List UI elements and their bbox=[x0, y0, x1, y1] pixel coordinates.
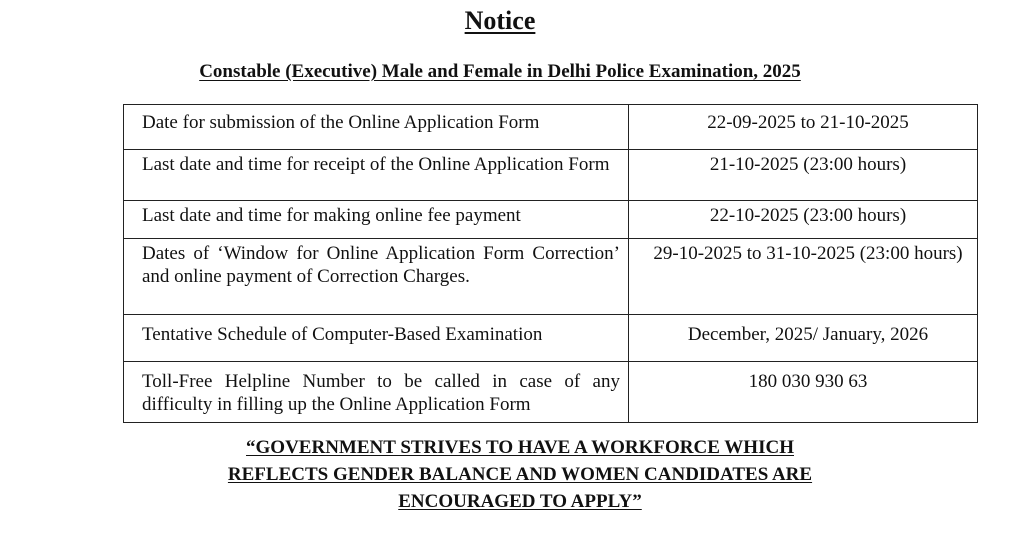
slogan-line: REFLECTS GENDER BALANCE AND WOMEN CANDIDATES ARE bbox=[227, 464, 813, 485]
schedule-value: 21-10-2025 (23:00 hours) bbox=[629, 150, 978, 201]
schedule-label: Last date and time for receipt of the Online Application Form bbox=[124, 150, 629, 201]
schedule-label: Tentative Schedule of Computer-Based Examination bbox=[124, 315, 629, 362]
schedule-table bbox=[123, 104, 978, 423]
table-row bbox=[124, 362, 978, 423]
schedule-label: Date for submission of the Online Application Form bbox=[124, 105, 629, 150]
schedule-label: Toll-Free Helpline Number to be called in case of any difficulty in filling up the Online Application Form bbox=[124, 362, 629, 423]
schedule-value: 29-10-2025 to 31-10-2025 (23:00 hours) bbox=[629, 239, 978, 315]
table-row bbox=[124, 105, 978, 150]
slogan-line: ENCOURAGED TO APPLY” bbox=[398, 491, 642, 512]
schedule-label: Last date and time for making online fee payment bbox=[124, 201, 629, 239]
notice-title: Notice bbox=[464, 6, 536, 35]
slogan-line: “GOVERNMENT STRIVES TO HAVE A WORKFORCE WHICH bbox=[246, 437, 794, 458]
schedule-label: Dates of ‘Window for Online Application Form Correction’ and online payment of Correction Charges. bbox=[124, 239, 629, 315]
helpline-number: 180 030 930 63 bbox=[629, 362, 978, 423]
exam-subtitle: Constable (Executive) Male and Female in Delhi Police Examination, 2025 bbox=[199, 61, 801, 82]
table-row bbox=[124, 239, 978, 315]
table-row bbox=[124, 201, 978, 239]
schedule-value: 22-10-2025 (23:00 hours) bbox=[629, 201, 978, 239]
schedule-value: December, 2025/ January, 2026 bbox=[629, 315, 978, 362]
table-row bbox=[124, 315, 978, 362]
gender-balance-slogan bbox=[190, 434, 850, 515]
schedule-value: 22-09-2025 to 21-10-2025 bbox=[629, 105, 978, 150]
table-row bbox=[124, 150, 978, 201]
